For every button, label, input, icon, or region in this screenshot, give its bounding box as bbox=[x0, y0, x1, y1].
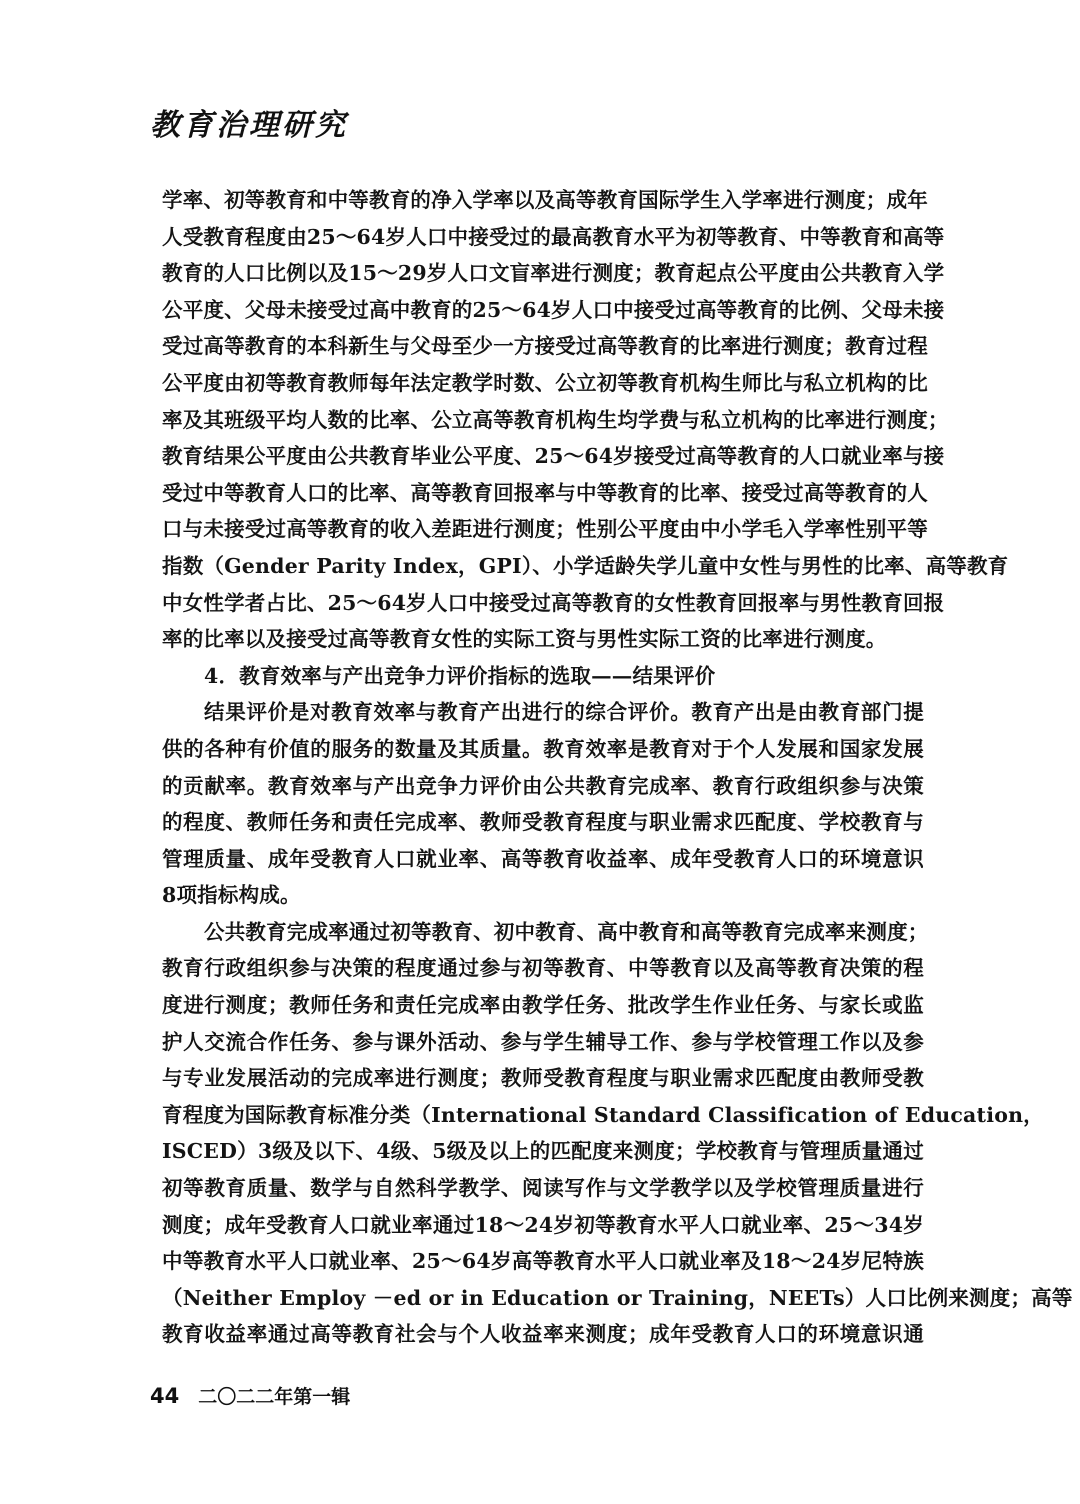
journal-title: 教育治理研究 bbox=[150, 108, 348, 143]
page-footer bbox=[150, 1382, 350, 1409]
body-line: 初等教育质量、数学与自然科学教学、阅读写作与文学教学以及学校管理质量进行 bbox=[162, 1176, 924, 1201]
article-body bbox=[162, 182, 1073, 1353]
body-line: 指数（Gender Parity Index，GPI）、小学适龄失学儿童中女性与男性的比率、高等教育 bbox=[162, 553, 1009, 578]
body-line: ISCED）3级及以下、4级、5级及以上的匹配度来测度；学校教育与管理质量通过 bbox=[162, 1139, 924, 1164]
body-line: 教育的人口比例以及15～29岁人口文盲率进行测度；教育起点公平度由公共教育入学 bbox=[162, 261, 945, 286]
body-line: 中女性学者占比、25～64岁人口中接受过高等教育的女性教育回报率与男性教育回报 bbox=[162, 590, 945, 615]
body-line: 8项指标构成。 bbox=[162, 883, 301, 908]
body-line: 供的各种有价值的服务的数量及其质量。教育效率是教育对于个人发展和国家发展 bbox=[162, 736, 924, 761]
body-line: 的程度、教师任务和责任完成率、教师受教育程度与职业需求匹配度、学校教育与 bbox=[162, 810, 924, 835]
body-line: 育程度为国际教育标准分类（International Standard Classification of Education， bbox=[162, 1102, 1044, 1127]
body-line: 公共教育完成率通过初等教育、初中教育、高中教育和高等教育完成率来测度； bbox=[204, 919, 929, 944]
body-line: 教育行政组织参与决策的程度通过参与初等教育、中等教育以及高等教育决策的程 bbox=[162, 956, 924, 981]
body-line: 结果评价是对教育效率与教育产出进行的综合评价。教育产出是由教育部门提 bbox=[204, 700, 924, 725]
issue-label: 二〇二二年第一辑 bbox=[198, 1386, 351, 1408]
body-line: 护人交流合作任务、参与课外活动、参与学生辅导工作、参与学校管理工作以及参 bbox=[162, 1029, 924, 1054]
body-line: 公平度、父母未接受过高中教育的25～64岁人口中接受过高等教育的比例、父母未接 bbox=[162, 297, 945, 322]
body-line: 测度；成年受教育人口就业率通过18～24岁初等教育水平人口就业率、25～34岁 bbox=[162, 1212, 924, 1237]
body-line: 公平度由初等教育教师每年法定教学时数、公立初等教育机构生师比与私立机构的比 bbox=[162, 370, 928, 395]
body-line: （Neither Employ －ed or in Education or Training，NEETs）人口比例来测度；高等 bbox=[162, 1285, 1073, 1310]
body-line: 受过高等教育的本科新生与父母至少一方接受过高等教育的比率进行测度；教育过程 bbox=[162, 334, 928, 359]
body-line: 管理质量、成年受教育人口就业率、高等教育收益率、成年受教育人口的环境意识 bbox=[162, 846, 924, 871]
body-line: 人受教育程度由25～64岁人口中接受过的最高教育水平为初等教育、中等教育和高等 bbox=[162, 224, 945, 249]
body-line: 口与未接受过高等教育的收入差距进行测度；性别公平度由中小学毛入学率性别平等 bbox=[162, 517, 928, 542]
body-line: 受过中等教育人口的比率、高等教育回报率与中等教育的比率、接受过高等教育的人 bbox=[162, 480, 928, 505]
body-line: 中等教育水平人口就业率、25～64岁高等教育水平人口就业率及18～24岁尼特族 bbox=[162, 1249, 924, 1274]
page-number: 44 bbox=[150, 1384, 180, 1408]
body-line: 教育收益率通过高等教育社会与个人收益率来测度；成年受教育人口的环境意识通 bbox=[162, 1322, 924, 1347]
body-line: 与专业发展活动的完成率进行测度；教师受教育程度与职业需求匹配度由教师受教 bbox=[162, 1066, 924, 1091]
section-heading: 4．教育效率与产出竞争力评价指标的选取——结果评价 bbox=[204, 663, 716, 688]
body-line: 学率、初等教育和中等教育的净入学率以及高等教育国际学生入学率进行测度；成年 bbox=[162, 188, 928, 212]
body-line: 的贡献率。教育效率与产出竞争力评价由公共教育完成率、教育行政组织参与决策 bbox=[162, 773, 924, 798]
body-line: 率及其班级平均人数的比率、公立高等教育机构生均学费与私立机构的比率进行测度； bbox=[162, 407, 949, 432]
body-line: 教育结果公平度由公共教育毕业公平度、25～64岁接受过高等教育的人口就业率与接 bbox=[162, 444, 945, 469]
body-line: 度进行测度；教师任务和责任完成率由教学任务、批改学生作业任务、与家长或监 bbox=[162, 993, 924, 1018]
body-line: 率的比率以及接受过高等教育女性的实际工资与男性实际工资的比率进行测度。 bbox=[162, 627, 887, 652]
